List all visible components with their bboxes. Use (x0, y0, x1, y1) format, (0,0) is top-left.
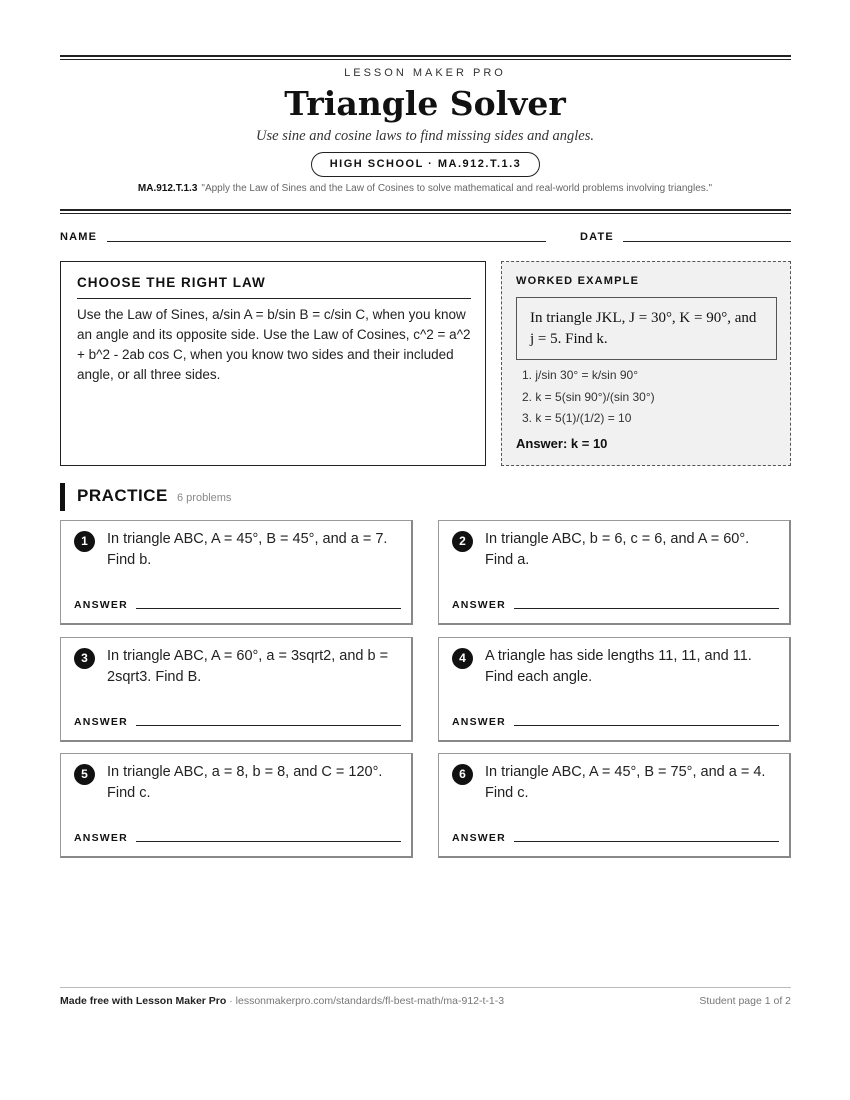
problem-number: 1 (74, 531, 95, 552)
choose-law-divider (77, 298, 471, 299)
worked-example-question: In triangle JKL, J = 30°, K = 90°, and j = 5. Find k. (516, 297, 777, 360)
worked-step-1: 1. j/sin 30° = k/sin 90° (522, 368, 638, 382)
name-field-line[interactable] (107, 241, 546, 242)
answer-line[interactable] (136, 841, 401, 842)
answer-label: ANSWER (74, 599, 128, 611)
problem-text: In triangle ABC, A = 60°, a = 3sqrt2, and b = 2sqrt3. Find B. (107, 648, 389, 685)
problem-card-5 (60, 753, 413, 858)
standard-code: MA.912.T.1.3 (137, 183, 198, 194)
answer-label: ANSWER (452, 716, 506, 728)
date-field-line[interactable] (623, 241, 791, 242)
standard-text: "Apply the Law of Sines and the Law of Cosines to solve mathematical and real-world problems involving triangles." (201, 183, 713, 194)
practice-accent-bar (60, 483, 65, 511)
worked-example-answer: Answer: k = 10 (516, 436, 608, 451)
footer-rule (60, 987, 791, 988)
top-rule (60, 55, 791, 57)
name-label: NAME (60, 231, 98, 243)
worked-step-3: 3. k = 5(1)/(1/2) = 10 (522, 411, 632, 425)
answer-line[interactable] (514, 725, 779, 726)
problem-text: In triangle ABC, A = 45°, B = 75°, and a = 4. Find c. (485, 764, 766, 801)
problem-number: 6 (452, 764, 473, 785)
problem-card-6 (438, 753, 791, 858)
choose-law-panel (60, 261, 486, 466)
problem-number: 3 (74, 648, 95, 669)
answer-label: ANSWER (74, 832, 128, 844)
problem-card-2 (438, 520, 791, 625)
footer-url-link[interactable]: · lessonmakerpro.com/standards/fl-best-math/ma-912-t-1-3 (226, 995, 505, 1007)
answer-line[interactable] (136, 608, 401, 609)
grade-standard-badge: HIGH SCHOOL · MA.912.T.1.3 (311, 152, 540, 177)
footer-page-number: Student page 1 of 2 (699, 995, 791, 1007)
practice-count: 6 problems (177, 492, 232, 504)
problem-text: In triangle ABC, A = 45°, B = 45°, and a = 7. Find b. (107, 531, 388, 568)
problem-card-3 (60, 637, 413, 742)
answer-line[interactable] (514, 841, 779, 842)
answer-line[interactable] (136, 725, 401, 726)
standard-description (0, 183, 850, 194)
date-label: DATE (580, 231, 614, 243)
problem-text: In triangle ABC, a = 8, b = 8, and C = 120°. Find c. (107, 764, 383, 801)
answer-label: ANSWER (452, 599, 506, 611)
choose-law-text: Use the Law of Sines, a/sin A = b/sin B = c/sin C, when you know an angle and its opposite side. Use the Law of Cosines, c^2 = a^2 + b^2 - 2ab cos C, when you know two sides and their included angle, or all three sides. (77, 307, 471, 382)
page-subtitle: Use sine and cosine laws to find missing sides and angles. (256, 128, 594, 144)
answer-label: ANSWER (452, 832, 506, 844)
header-bottom-rule (60, 209, 791, 211)
problem-text: A triangle has side lengths 11, 11, and 11. Find each angle. (485, 648, 752, 685)
choose-law-title: CHOOSE THE RIGHT LAW (77, 275, 266, 290)
answer-line[interactable] (514, 608, 779, 609)
footer-made-with: Made free with Lesson Maker Pro (60, 995, 227, 1007)
problem-text: In triangle ABC, b = 6, c = 6, and A = 60°. Find a. (485, 531, 750, 568)
problem-number: 4 (452, 648, 473, 669)
brand-name: LESSON MAKER PRO (344, 67, 506, 79)
problem-card-1 (60, 520, 413, 625)
page-title: Triangle Solver (284, 84, 566, 123)
worked-example-panel (501, 261, 791, 466)
problem-card-4 (438, 637, 791, 742)
worked-step-2: 2. k = 5(sin 90°)/(sin 30°) (522, 390, 655, 404)
problem-number: 2 (452, 531, 473, 552)
worked-example-title: WORKED EXAMPLE (516, 275, 640, 287)
footer-credit (60, 995, 504, 1007)
problem-number: 5 (74, 764, 95, 785)
answer-label: ANSWER (74, 716, 128, 728)
practice-title: PRACTICE (77, 486, 168, 505)
